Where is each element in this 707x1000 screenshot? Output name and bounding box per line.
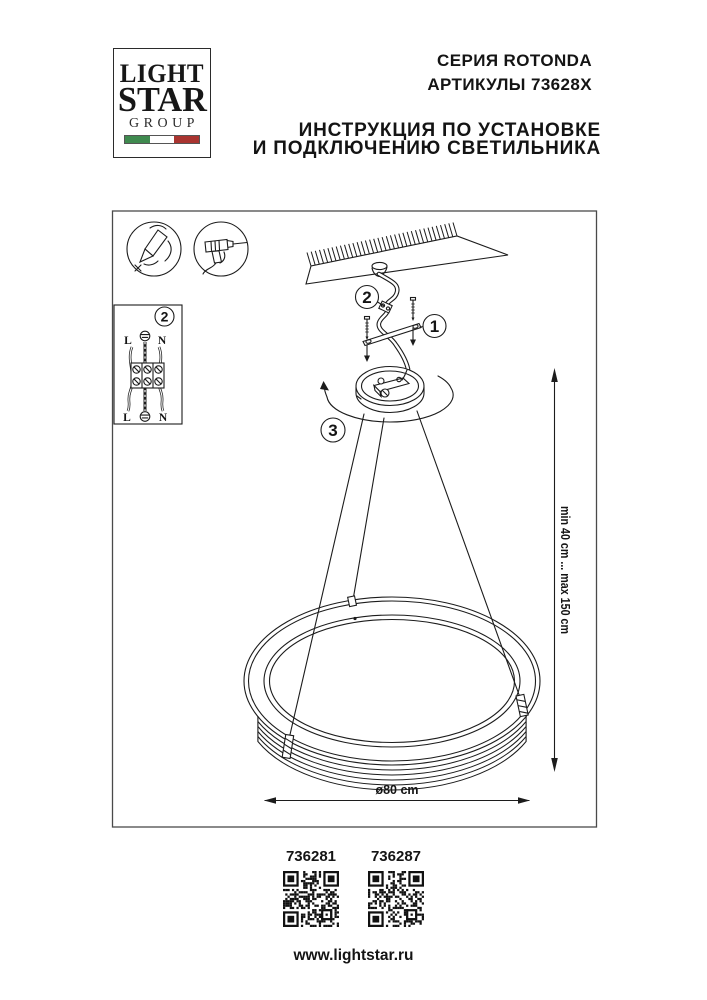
svg-text:3: 3: [328, 421, 338, 440]
wiring-label-l-bottom: L: [123, 412, 131, 424]
power-cable: [379, 274, 408, 369]
logo-word-star: STAR: [117, 79, 207, 119]
qr-code-736287: [368, 871, 424, 927]
drill-icon: [194, 222, 248, 276]
suspension-cables: [289, 411, 522, 739]
svg-text:2: 2: [160, 308, 169, 325]
arrow-down-left: [364, 345, 370, 362]
ring-lamp: [244, 597, 540, 790]
callout-rotate-step: [321, 418, 345, 442]
svg-text:1: 1: [429, 317, 440, 336]
instruction-line-1: ИНСТРУКЦИЯ ПО УСТАНОВКЕ: [298, 120, 601, 141]
height-dimension: [551, 368, 572, 772]
wiring-label-n-bottom: N: [158, 412, 168, 424]
ground-symbol-bottom: [140, 412, 150, 422]
clip-right: [516, 694, 528, 716]
ring-rim-stack: [258, 722, 526, 790]
diameter-label: ø80 cm: [375, 783, 419, 797]
terminal-block: [131, 363, 164, 388]
articles-title: АРТИКУЛЫ 73628X: [427, 75, 592, 94]
website-url: www.lightstar.ru: [293, 947, 414, 964]
ceiling: [306, 223, 508, 285]
rotation-arrowhead: [320, 381, 329, 391]
svg-text:2: 2: [362, 288, 372, 307]
cable-middle: [353, 418, 384, 600]
canopy: [356, 367, 424, 413]
pencil-marking-icon: [127, 222, 181, 276]
screw-right: [411, 298, 416, 322]
ring-dot: [353, 617, 356, 620]
callout-wiring-step: [155, 307, 174, 326]
callout-bracket-step: [420, 315, 446, 338]
qr-code-736281: [283, 871, 339, 927]
wiring-label-l-top: L: [124, 335, 132, 347]
screw-left: [365, 317, 370, 341]
ground-symbol-top: [140, 331, 150, 341]
logo-word-light: LIGHT: [119, 58, 205, 88]
instruction-line-2: И ПОДКЛЮЧЕНИЮ СВЕТИЛЬНИКА: [252, 137, 601, 159]
height-range-label: min 40 cm ... max 150 cm: [558, 506, 572, 656]
diameter-dimension: [264, 783, 530, 804]
cable-right: [417, 411, 522, 703]
wiring-label-n-top: N: [157, 335, 167, 347]
logo-word-group: GROUP: [129, 115, 199, 131]
cable-left: [289, 414, 364, 739]
qr-right-label: 736287: [370, 848, 422, 865]
series-title: СЕРИЯ ROTONDA: [437, 51, 592, 70]
callout-hook-step: [356, 286, 385, 309]
wiring-diagram: [114, 305, 182, 424]
clip-top: [348, 596, 357, 607]
qr-left-label: 736281: [285, 848, 337, 865]
